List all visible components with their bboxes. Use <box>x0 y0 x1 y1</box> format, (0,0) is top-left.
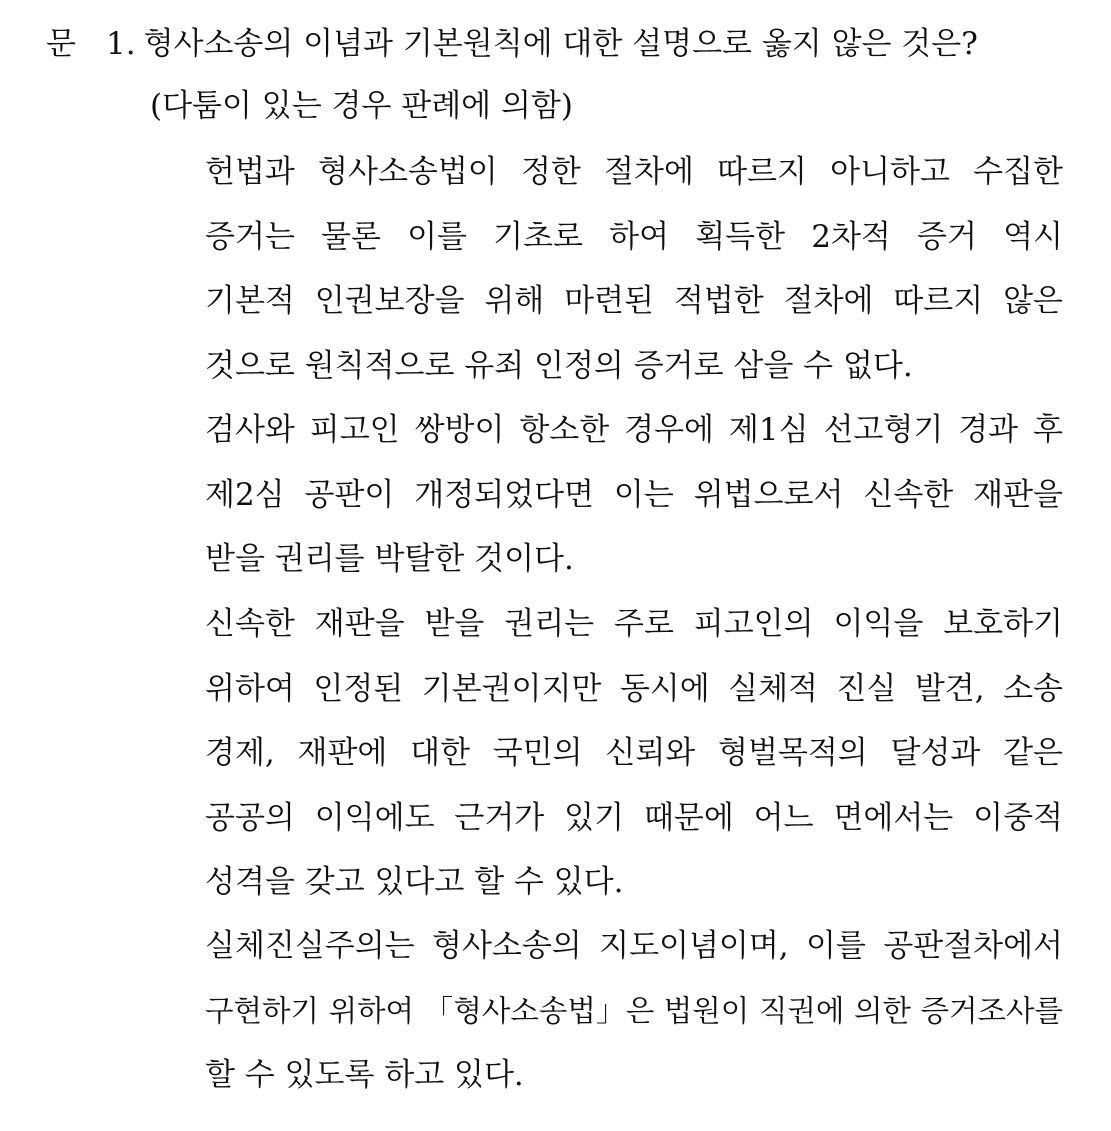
option-line: 제2심 공판이 개정되었다면 이는 위법으로서 신속한 재판을 <box>205 476 1063 513</box>
option-line: 위하여 인정된 기본권이지만 동시에 실체적 진실 발견, 소송 <box>205 670 1063 707</box>
option-line: 신속한 재판을 받을 권리는 주로 피고인의 이익을 보호하기 <box>205 606 1063 642</box>
question-header <box>46 18 978 70</box>
option-2 <box>205 398 1063 592</box>
option-line: 받을 권리를 박탈한 것이다. <box>205 541 574 577</box>
question-note: (다툼이 있는 경우 판례에 의함) <box>150 88 573 124</box>
option-line: 경제, 재판에 대한 국민의 신뢰와 형벌목적의 달성과 같은 <box>205 735 1063 771</box>
option-line: 성격을 갖고 있다고 할 수 있다. <box>205 864 624 900</box>
question-number: 1. <box>106 26 136 62</box>
option-line: 구현하기 위하여 「형사소송법」은 법원이 직권에 의한 증거조사를 <box>205 993 1063 1028</box>
option-line: 증거는 물론 이를 기초로 하여 획득한 2차적 증거 역시 <box>205 218 1063 255</box>
option-line: 할 수 있도록 하고 있다. <box>205 1057 524 1093</box>
option-line: 것으로 원칙적으로 유죄 인정의 증거로 삼을 수 없다. <box>205 347 913 384</box>
option-line: 헌법과 형사소송법이 정한 절차에 따르지 아니하고 수집한 <box>205 154 1063 190</box>
option-line: 기본적 인권보장을 위해 마련된 적법한 절차에 따르지 않은 <box>205 283 1063 319</box>
question-stem: 형사소송의 이념과 기본원칙에 대한 설명으로 옳지 않은 것은? <box>143 26 978 62</box>
option-1 <box>205 140 1063 398</box>
question-label: 문 <box>46 26 76 62</box>
option-3 <box>205 592 1063 915</box>
option-line: 공공의 이익에도 근거가 있기 때문에 어느 면에서는 이중적 <box>205 799 1063 836</box>
option-4 <box>205 914 1063 1108</box>
option-line: 실체진실주의는 형사소송의 지도이념이며, 이를 공판절차에서 <box>205 928 1063 964</box>
option-line: 검사와 피고인 쌍방이 항소한 경우에 제1심 선고형기 경과 후 <box>205 412 1063 448</box>
